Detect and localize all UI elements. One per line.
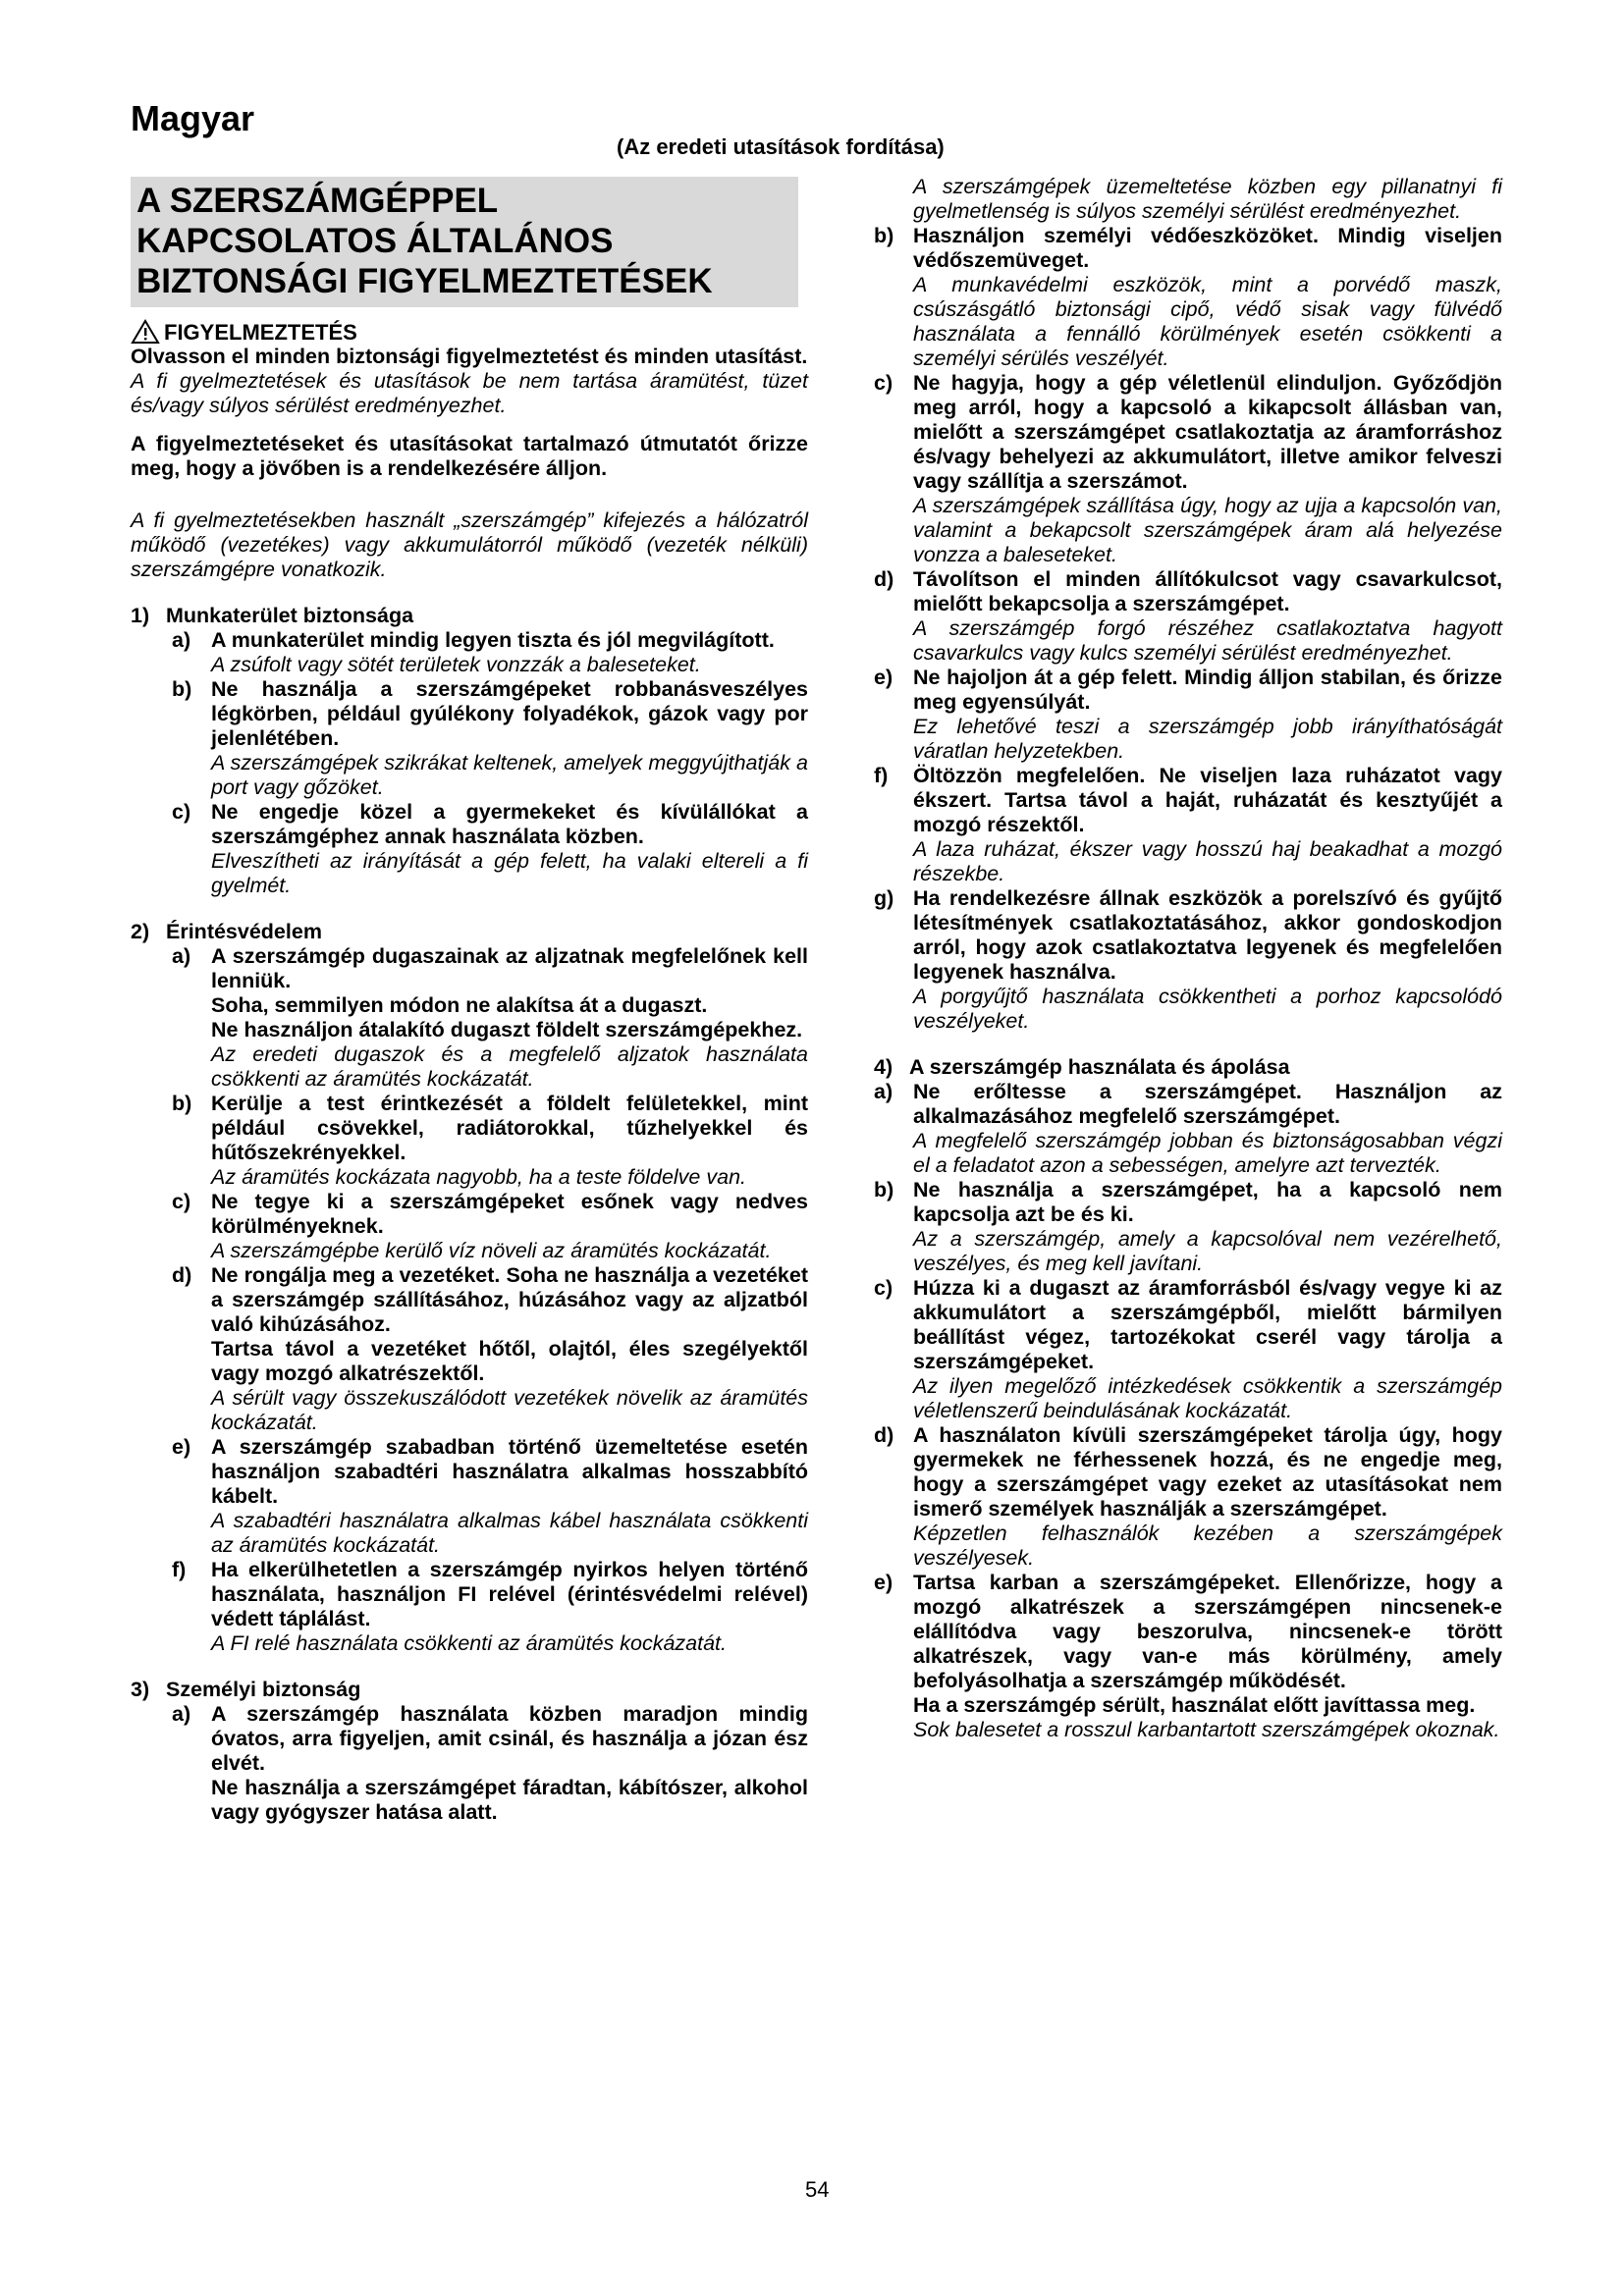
list-item: b) Ne használja a szerszámgépeket robbanásveszélyes légkörben, például gyúlékony folyadékok, gázok vagy por jelenlétében. bbox=[172, 677, 808, 750]
right-column bbox=[874, 175, 1502, 1742]
item-note: A szerszámgép forgó részéhez csatlakoztatva hagyott csavarkulcs vagy kulcs személyi sérülést eredményezhet. bbox=[913, 616, 1502, 665]
warning-bold-text: Olvasson el minden biztonsági figyelmeztetést és minden utasítást. bbox=[131, 345, 808, 368]
list-item: a) A munkaterület mindig legyen tiszta és jól megvilágított. bbox=[172, 628, 775, 652]
list-item: g) Ha rendelkezésre állnak eszközök a porelszívó és gyűjtő létesítmények csatlakoztatásához, akkor gondoskodjon arról, hogy azok csatlakoztatva legyenek és megfelelően legyenek használva. bbox=[874, 886, 1502, 984]
item-note: A FI relé használata csökkenti az áramütés kockázatát. bbox=[211, 1631, 728, 1655]
section-4-heading: 4) A szerszámgép használata és ápolása bbox=[874, 1055, 1290, 1079]
title-line-3: BIZTONSÁGI FIGYELMEZTETÉSEK bbox=[136, 262, 713, 300]
list-item: b) Ne használja a szerszámgépet, ha a kapcsoló nem kapcsolja azt be és ki. bbox=[874, 1178, 1502, 1226]
list-item: a) A szerszámgép dugaszainak az aljzatnak megfelelőnek kell lenniük. bbox=[172, 944, 808, 992]
item-note: A zsúfolt vagy sötét területek vonzzák a baleseteket. bbox=[211, 653, 701, 676]
list-item: c) Ne tegye ki a szerszámgépeket esőnek vagy nedves körülményeknek. bbox=[172, 1190, 808, 1238]
item-note: A laza ruházat, ékszer vagy hosszú haj beakadhat a mozgó részekbe. bbox=[913, 837, 1502, 885]
item-note: A szerszámgépbe kerülő víz növeli az áramütés kockázatát. bbox=[211, 1239, 772, 1262]
keep-instructions-text: A figyelmeztetéseket és utasításokat tartalmazó útmutatót őrizze meg, hogy a jövőben is a rendelkezésére álljon. bbox=[131, 432, 808, 480]
list-item: f) Ha elkerülhetetlen a szerszámgép nyirkos helyen történő használata, használjon FI relével (érintésvédelmi relével) védett táplálást. bbox=[172, 1558, 808, 1630]
item-extra: Ne használja a szerszámgépet fáradtan, kábítószer, alkohol vagy gyógyszer hatása alatt. bbox=[211, 1776, 808, 1824]
list-item: f) Öltözzön megfelelően. Ne viseljen laza ruházatot vagy ékszert. Tartsa távol a haját, ruházatát és kesztyűjét a mozgó részektől. bbox=[874, 764, 1502, 836]
item-extra: Ha a szerszámgép sérült, használat előtt javíttassa meg. bbox=[913, 1693, 1476, 1717]
item-note: A sérült vagy összekuszálódott vezetékek növelik az áramütés kockázatát. bbox=[211, 1386, 808, 1434]
item-extra: Soha, semmilyen módon ne alakítsa át a dugaszt. bbox=[211, 993, 708, 1017]
item-note: A munkavédelmi eszközök, mint a porvédő maszk, csúszásgátló biztonsági cipő, védő sisak vagy fülvédő használata a fennálló körülmények esetén csökkenti a személyi sérülés veszélyét. bbox=[913, 273, 1502, 370]
section-title-box bbox=[131, 177, 798, 307]
translation-note: (Az eredeti utasítások fordítása) bbox=[617, 134, 945, 159]
item-note: Sok balesetet a rosszul karbantartott szerszámgépek okoznak. bbox=[913, 1718, 1500, 1741]
list-item: c) Ne engedje közel a gyermekeket és kívülállókat a szerszámgéphez annak használata közben. bbox=[172, 800, 808, 848]
list-item: e) Ne hajoljon át a gép felett. Mindig álljon stabilan, és őrizze meg egyensúlyát. bbox=[874, 666, 1502, 714]
continued-note: A szerszámgépek üzemeltetése közben egy pillanatnyi fi gyelmetlenség is súlyos személyi sérülést eredményezhet. bbox=[913, 175, 1502, 223]
list-item: d) A használaton kívüli szerszámgépeket tárolja úgy, hogy gyermekek ne férhessenek hozzá, és ne engedje meg, hogy a szerszámgépet vagy ezeket az utasításokat nem ismerő személyek használják a szerszámgépet. bbox=[874, 1423, 1502, 1521]
item-note: A megfelelő szerszámgép jobban és biztonságosabban végzi el a feladatot azon a sebességen, amelyre azt tervezték. bbox=[913, 1129, 1502, 1177]
item-extra: Ne használjon átalakító dugaszt földelt szerszámgépekhez. bbox=[211, 1018, 803, 1041]
language-label: Magyar bbox=[131, 98, 255, 138]
item-note: A szerszámgépek szállítása úgy, hogy az ujja a kapcsolón van, valamint a bekapcsolt szerszámgépek áram alá helyezése vonzza a baleseteket. bbox=[913, 494, 1502, 566]
list-item: d) Távolítson el minden állítókulcsot vagy csavarkulcsot, mielőtt bekapcsolja a szerszámgépet. bbox=[874, 567, 1502, 615]
item-note: Ez lehetővé teszi a szerszámgép jobb irányíthatóságát váratlan helyzetekben. bbox=[913, 715, 1502, 763]
left-column bbox=[131, 177, 808, 1825]
item-extra: Tartsa távol a vezetéket hőtől, olajtól, éles szegélyektől vagy mozgó alkatrészektől. bbox=[211, 1337, 808, 1385]
warning-heading bbox=[131, 319, 808, 345]
list-item: b) Kerülje a test érintkezését a földelt felületekkel, mint például csövekkel, radiátorokkal, tűzhelyekkel és hűtőszekrényekkel. bbox=[172, 1092, 808, 1164]
item-note: Képzetlen felhasználók kezében a szerszámgépek veszélyesek. bbox=[913, 1522, 1502, 1570]
item-note: A szerszámgépek szikrákat keltenek, amelyek meggyújthatják a port vagy gőzöket. bbox=[211, 751, 808, 799]
list-item: e) A szerszámgép szabadban történő üzemeltetése esetén használjon szabadtéri használatra alkalmas hosszabbító kábelt. bbox=[172, 1435, 808, 1508]
warning-triangle-icon bbox=[131, 319, 160, 345]
list-item: a) Ne erőltesse a szerszámgépet. Használjon az alkalmazásához megfelelő szerszámgépet. bbox=[874, 1080, 1502, 1128]
list-item: c) Húzza ki a dugaszt az áramforrásból és/vagy vegye ki az akkumulátort a szerszámgépből, mielőtt bármilyen beállítást végez, tartozékokat cserél vagy tárolja a szerszámgépeket. bbox=[874, 1276, 1502, 1373]
title-line-2: KAPCSOLATOS ÁLTALÁNOS bbox=[136, 222, 614, 260]
list-item: d) Ne rongálja meg a vezetéket. Soha ne használja a vezetéket a szerszámgép szállításához, húzásához vagy az aljzatból való kihúzásához. bbox=[172, 1263, 808, 1336]
list-item: a) A szerszámgép használata közben maradjon mindig óvatos, arra figyeljen, amit csinál, és használja a józan ész elvét. bbox=[172, 1702, 808, 1775]
item-note: Az a szerszámgép, amely a kapcsolóval nem vezérelhető, veszélyes, és meg kell javítani. bbox=[913, 1227, 1502, 1275]
item-note: Elveszítheti az irányítását a gép felett, ha valaki eltereli a fi gyelmét. bbox=[211, 849, 808, 897]
item-note: Az eredeti dugaszok és a megfelelő aljzatok használata csökkenti az áramütés kockázatát. bbox=[211, 1042, 808, 1091]
section-3-heading: 3) Személyi biztonság bbox=[131, 1678, 361, 1701]
list-item: e) Tartsa karban a szerszámgépeket. Ellenőrizze, hogy a mozgó alkatrészek a szerszámgépen nincsenek-e elállítódva vagy beszorulva, nincsenek-e törött alkatrészek, vagy van-e más körülmény, amely befolyásolhatja a szerszámgép működését. bbox=[874, 1571, 1502, 1692]
list-item: c) Ne hagyja, hogy a gép véletlenül elinduljon. Győződjön meg arról, hogy a kapcsoló a kikapcsolt állásban van, mielőtt a szerszámgépet csatlakoztatja az áramforráshoz és/vagy behelyezi az akkumulátort, illetve amikor felveszi vagy szállítja a szerszámot. bbox=[874, 371, 1502, 493]
warning-italic-text: A fi gyelmeztetések és utasítások be nem tartása áramütést, tüzet és/vagy súlyos sérülést eredményezhet. bbox=[131, 369, 808, 417]
item-note: Az áramütés kockázata nagyobb, ha a teste földelve van. bbox=[211, 1165, 746, 1189]
item-note: A porgyűjtő használata csökkentheti a porhoz kapcsolódó veszélyeket. bbox=[913, 985, 1502, 1033]
item-note: A szabadtéri használatra alkalmas kábel használata csökkenti az áramütés kockázatát. bbox=[211, 1509, 808, 1557]
page-number: 54 bbox=[805, 2177, 830, 2202]
list-item: b) Használjon személyi védőeszközöket. Mindig viseljen védőszemüveget. bbox=[874, 224, 1502, 272]
warning-label: FIGYELMEZTETÉS bbox=[164, 319, 357, 345]
section-1-heading: 1) Munkaterület biztonsága bbox=[131, 604, 414, 627]
item-note: Az ilyen megelőző intézkedések csökkentik a szerszámgép véletlenszerű beindulásának kockázatát. bbox=[913, 1374, 1502, 1422]
section-2-heading: 2) Érintésvédelem bbox=[131, 920, 322, 943]
title-line-1: A SZERSZÁMGÉPPEL bbox=[136, 182, 499, 220]
definition-text: A fi gyelmeztetésekben használt „szerszámgép” kifejezés a hálózatról működő (vezetékes) vagy akkumulátorról működő (vezeték nélküli) szerszámgépre vonatkozik. bbox=[131, 508, 808, 581]
